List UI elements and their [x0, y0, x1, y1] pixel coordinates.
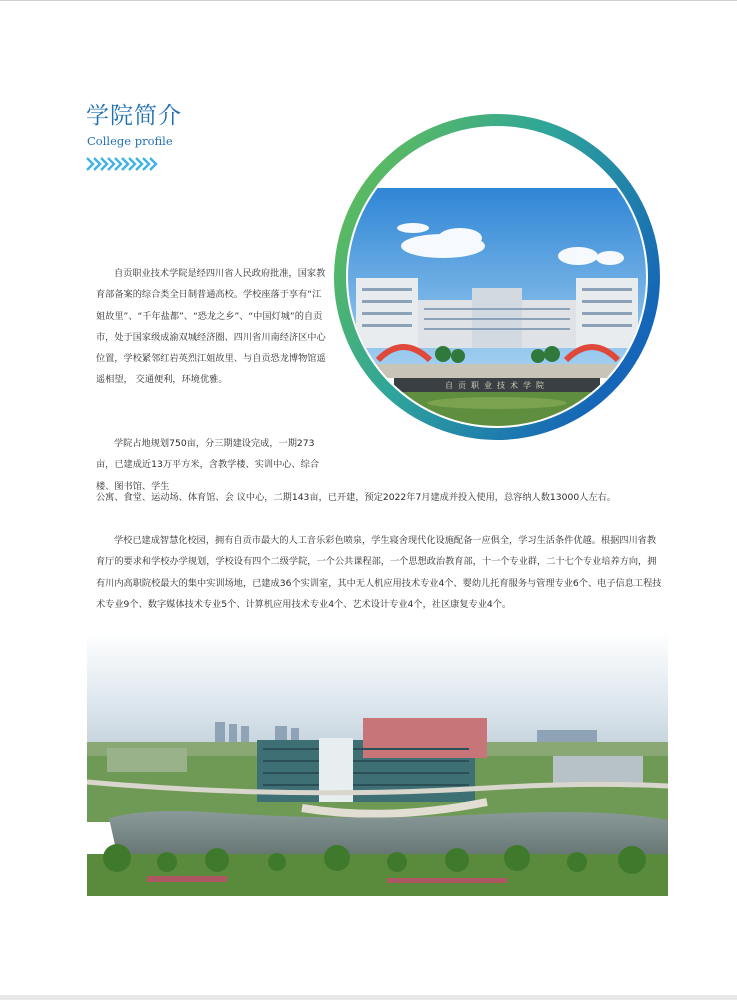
intro-paragraph-2: 学院占地规划750亩，分三期建设完成，一期273亩，已建成近13万平方米，含教学楼、实训中心、综合楼、图书馆、学生 [96, 438, 320, 492]
chevron-arrows-icon [86, 157, 158, 171]
gate-sign-text: 自贡职业技术学院 [445, 381, 549, 390]
section-title: 学院简介 [86, 103, 182, 129]
intro-paragraph-1: 自贡职业技术学院是经四川省人民政府批准，国家教育部备案的综合类全日制普通高校。学校座落于享有“江姐故里”、“千年盐都”、“恐龙之乡”、“中国灯城”的自贡市，处于国家级成渝双城经济圈、四川省川南经济区中心位置，学校紧邻红岩英烈江姐故里、与自贡恐龙博物馆遥遥相望， 交通便利，环境优雅。 [96, 268, 326, 386]
campus-aerial-illustration [87, 632, 668, 896]
section-subtitle: College profile [87, 134, 173, 148]
intro-paragraph-2-continued: 公寓、食堂、运动场、体育馆、会 议中心，二期143亩，已开建，预定2022年7月建成并投入使用，总容纳人数13000人左右。 [96, 492, 616, 503]
campus-gate-photo-frame [332, 112, 662, 442]
bottom-border [0, 995, 737, 1000]
campus-gate-illustration [348, 128, 646, 426]
campus-gate-photo [348, 128, 646, 426]
campus-aerial-photo [87, 632, 668, 896]
intro-paragraph-3: 学校已建成智慧化校园，拥有自贡市最大的人工音乐彩色喷泉，学生寝舍现代化设施配备一应俱全，学习生活条件优越。根据四川省教育厅的要求和学校办学规划，学校设有四个二级学院，一个公共课程部，一个思想政治教育部，十一个专业群，二十七个专业培养方向，拥有川内高职院校最大的集中实训场地，已建成36个实训室，其中无人机应用技术专业4个、婴幼儿托育服务与管理专业6个、电子信息工程技术专业9个、数字媒体技术专业5个、计算机应用技术专业4个、艺术设计专业4个，社区康复专业4个。 [96, 535, 662, 610]
top-border [0, 0, 737, 1]
